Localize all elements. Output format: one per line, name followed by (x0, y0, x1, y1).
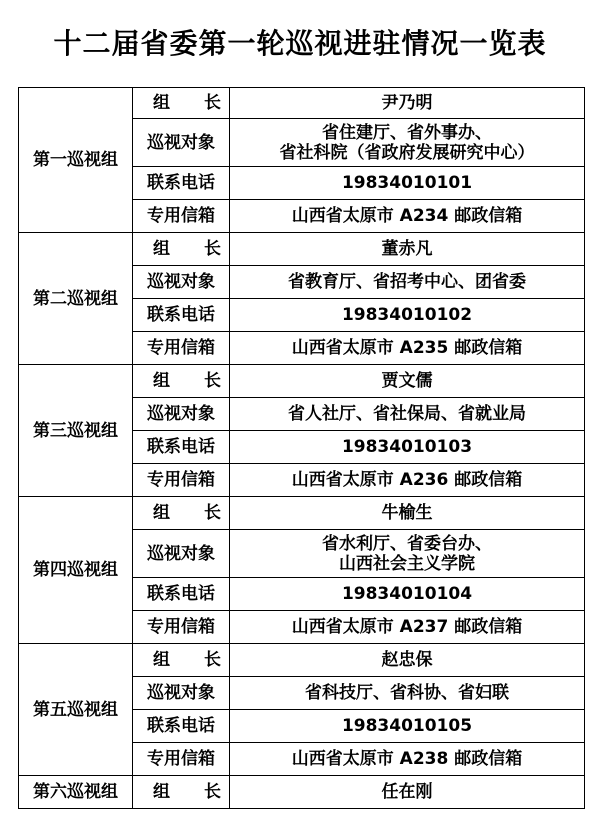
leader-value: 贾文儒 (230, 365, 585, 398)
group-name: 第三巡视组 (19, 365, 133, 497)
phone-value: 19834010104 (230, 578, 585, 611)
targets-value (230, 530, 585, 578)
phone-label: 联系电话 (133, 299, 230, 332)
targets-line: 省水利厅、省委台办、 (322, 533, 492, 554)
leader-label: 组 长 (133, 776, 230, 809)
targets-value: 省教育厅、省招考中心、团省委 (230, 266, 585, 299)
phone-label: 联系电话 (133, 578, 230, 611)
targets-label: 巡视对象 (133, 119, 230, 167)
mailbox-value: 山西省太原市 A238 邮政信箱 (230, 743, 585, 776)
mailbox-label: 专用信箱 (133, 200, 230, 233)
group-name: 第五巡视组 (19, 644, 133, 776)
mailbox-value: 山西省太原市 A234 邮政信箱 (230, 200, 585, 233)
phone-label: 联系电话 (133, 167, 230, 200)
table-row (19, 497, 585, 530)
leader-value: 赵忠保 (230, 644, 585, 677)
mailbox-value: 山西省太原市 A236 邮政信箱 (230, 464, 585, 497)
targets-value (230, 119, 585, 167)
phone-value: 19834010101 (230, 167, 585, 200)
leader-label: 组 长 (133, 88, 230, 119)
phone-label: 联系电话 (133, 431, 230, 464)
group-name: 第二巡视组 (19, 233, 133, 365)
table-row (19, 365, 585, 398)
inspection-table (18, 87, 585, 809)
targets-value: 省人社厅、省社保局、省就业局 (230, 398, 585, 431)
leader-value: 董赤凡 (230, 233, 585, 266)
targets-line: 山西社会主义学院 (339, 553, 475, 574)
group-name: 第六巡视组 (19, 776, 133, 809)
leader-value: 牛榆生 (230, 497, 585, 530)
leader-label: 组 长 (133, 233, 230, 266)
mailbox-label: 专用信箱 (133, 611, 230, 644)
leader-value: 尹乃明 (230, 88, 585, 119)
mailbox-label: 专用信箱 (133, 743, 230, 776)
targets-label: 巡视对象 (133, 266, 230, 299)
mailbox-label: 专用信箱 (133, 332, 230, 365)
mailbox-value: 山西省太原市 A235 邮政信箱 (230, 332, 585, 365)
page-title: 十二届省委第一轮巡视进驻情况一览表 (53, 27, 547, 60)
targets-label: 巡视对象 (133, 677, 230, 710)
targets-value: 省科技厅、省科协、省妇联 (230, 677, 585, 710)
table-row (19, 776, 585, 809)
group-name: 第四巡视组 (19, 497, 133, 644)
table-row (19, 88, 585, 119)
leader-label: 组 长 (133, 644, 230, 677)
table-row (19, 233, 585, 266)
leader-value: 任在刚 (230, 776, 585, 809)
targets-line: 省住建厅、省外事办、 (322, 122, 492, 143)
phone-label: 联系电话 (133, 710, 230, 743)
leader-label: 组 长 (133, 365, 230, 398)
targets-label: 巡视对象 (133, 398, 230, 431)
group-name: 第一巡视组 (19, 88, 133, 233)
phone-value: 19834010102 (230, 299, 585, 332)
mailbox-label: 专用信箱 (133, 464, 230, 497)
mailbox-value: 山西省太原市 A237 邮政信箱 (230, 611, 585, 644)
phone-value: 19834010105 (230, 710, 585, 743)
leader-label: 组 长 (133, 497, 230, 530)
targets-label: 巡视对象 (133, 530, 230, 578)
table-row (19, 644, 585, 677)
targets-line: 省社科院（省政府发展研究中心） (279, 142, 535, 163)
phone-value: 19834010103 (230, 431, 585, 464)
